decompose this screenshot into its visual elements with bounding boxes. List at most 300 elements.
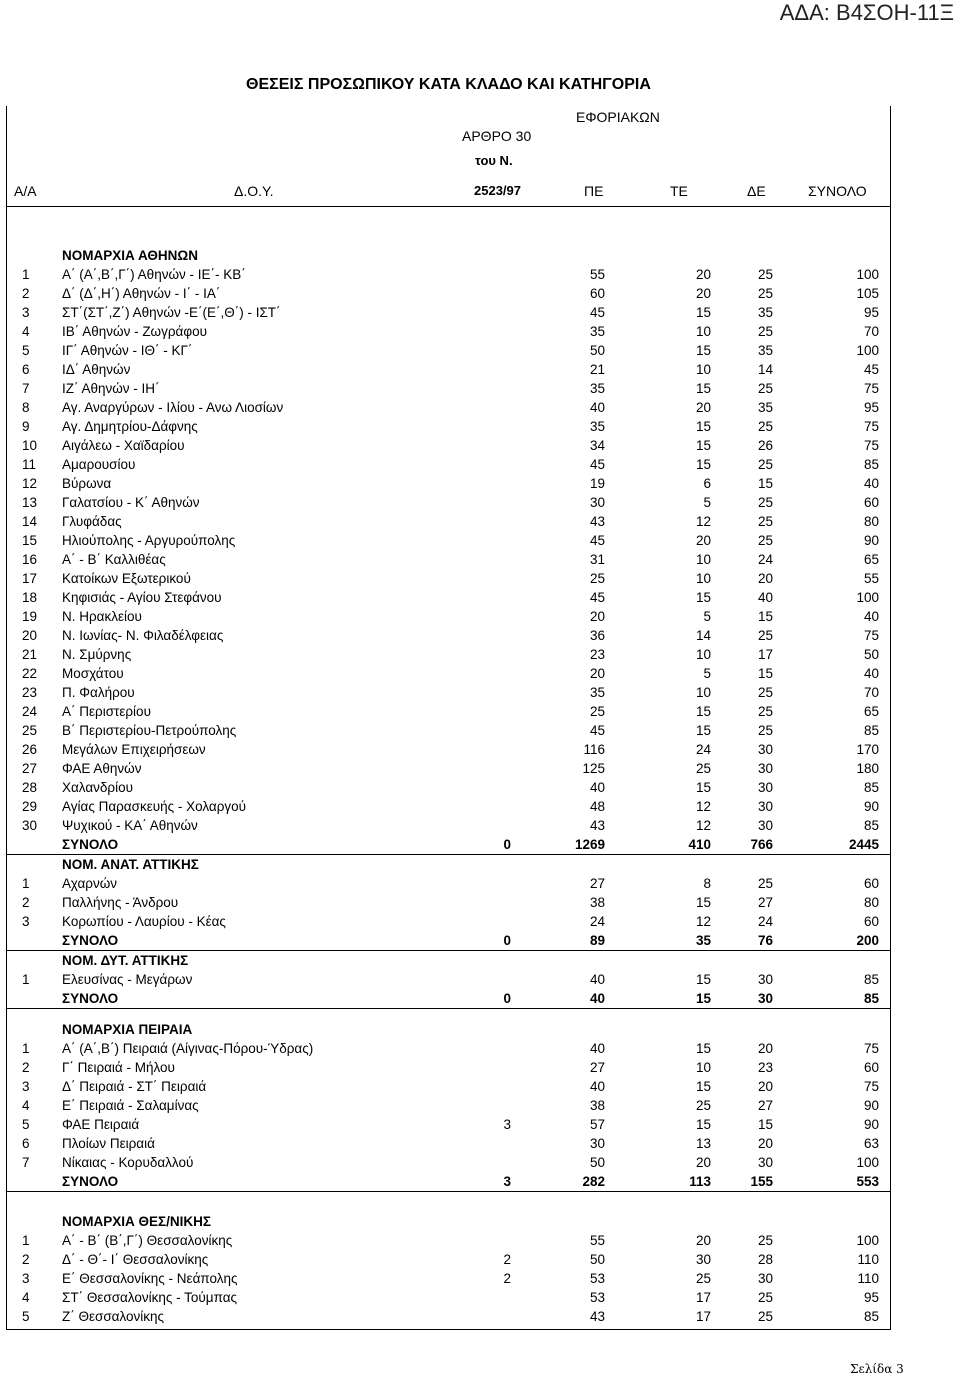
- table-row: [6, 266, 891, 285]
- te-value: 10: [695, 362, 711, 377]
- office-name: Α΄ Περιστερίου: [62, 704, 151, 719]
- total-value: 95: [863, 1290, 879, 1305]
- office-name: Δ΄ - Θ΄- Ι΄ Θεσσαλονίκης: [62, 1252, 209, 1267]
- office-name: ΦΑΕ Αθηνών: [62, 761, 142, 776]
- te-value: 17: [695, 1309, 711, 1324]
- office-name: Π. Φαλήρου: [62, 685, 135, 700]
- row-number: 25: [22, 723, 38, 738]
- row-number: 6: [22, 362, 30, 377]
- total-te: 113: [689, 1174, 711, 1189]
- total-de: 155: [750, 1174, 773, 1189]
- table-row: [6, 627, 891, 646]
- de-value: 30: [757, 742, 773, 757]
- office-name: Α΄ - Β΄ Καλλιθέας: [62, 552, 166, 567]
- de-value: 25: [757, 1290, 773, 1305]
- table-row: [6, 1097, 891, 1116]
- table-row: [6, 875, 891, 894]
- row-number: 26: [22, 742, 38, 757]
- total-value: 170: [856, 742, 879, 757]
- row-number: 3: [22, 305, 30, 320]
- total-te: 410: [688, 837, 711, 852]
- de-value: 17: [757, 647, 773, 662]
- office-name: Κατοίκων Εξωτερικού: [62, 571, 191, 586]
- de-value: 23: [757, 1060, 773, 1075]
- office-name: ΙΔ΄ Αθηνών: [62, 362, 131, 377]
- total-value: 85: [863, 1309, 879, 1324]
- pe-value: 50: [589, 1252, 605, 1267]
- total-value: 75: [863, 419, 879, 434]
- section-total-row: [6, 1173, 891, 1192]
- office-name: ΙΖ΄ Αθηνών - ΙΗ΄: [62, 381, 160, 396]
- office-name: Δ΄ Πειραιά - ΣΤ΄ Πειραιά: [62, 1079, 207, 1094]
- office-name: Ελευσίνας - Μεγάρων: [62, 972, 193, 987]
- row-number: 24: [22, 704, 38, 719]
- total-sum: 2445: [848, 837, 879, 852]
- row-number: 13: [22, 495, 38, 510]
- total-sum: 553: [856, 1174, 879, 1189]
- pe-value: 27: [589, 876, 605, 891]
- total-value: 80: [863, 895, 879, 910]
- de-value: 30: [757, 1271, 773, 1286]
- table-row: [6, 418, 891, 437]
- de-value: 26: [757, 438, 773, 453]
- te-value: 10: [695, 571, 711, 586]
- header-divider: [6, 206, 891, 207]
- row-number: 1: [22, 972, 30, 987]
- office-name: Ν. Ηρακλείου: [62, 609, 142, 624]
- table-row: [6, 1059, 891, 1078]
- te-value: 25: [695, 1271, 711, 1286]
- office-name: Ε΄ Θεσσαλονίκης - Νεάπολης: [62, 1271, 238, 1286]
- total-value: 110: [857, 1252, 879, 1267]
- office-name: Πλοίων Πειραιά: [62, 1136, 155, 1151]
- total-de: 30: [757, 991, 773, 1006]
- te-value: 10: [695, 1060, 711, 1075]
- total-value: 40: [863, 476, 879, 491]
- pe-value: 40: [589, 972, 605, 987]
- header-article-line3: 2523/97: [474, 183, 521, 198]
- office-name: ΦΑΕ Πειραιά: [62, 1117, 140, 1132]
- pe-value: 21: [589, 362, 605, 377]
- pe-value: 34: [589, 438, 605, 453]
- table-row: [6, 437, 891, 456]
- row-number: 30: [22, 818, 38, 833]
- row-number: 18: [22, 590, 38, 605]
- office-name: Αγ. Δημητρίου-Δάφνης: [62, 419, 198, 434]
- de-value: 15: [757, 666, 773, 681]
- row-number: 2: [22, 1060, 30, 1075]
- pe-value: 24: [589, 914, 605, 929]
- row-number: 12: [22, 476, 38, 491]
- office-name: Μεγάλων Επιχειρήσεων: [62, 742, 206, 757]
- te-value: 20: [695, 267, 711, 282]
- total-label: ΣΥΝΟΛΟ: [62, 1174, 119, 1189]
- office-name: Γ΄ Πειραιά - Μήλου: [62, 1060, 175, 1075]
- office-name: Ν. Ιωνίας- Ν. Φιλαδέλφειας: [62, 628, 224, 643]
- te-value: 15: [695, 343, 711, 358]
- row-number: 3: [22, 1271, 30, 1286]
- total-sum: 200: [856, 933, 879, 948]
- table-row: [6, 285, 891, 304]
- row-number: 4: [22, 1098, 30, 1113]
- total-value: 50: [863, 647, 879, 662]
- de-value: 25: [757, 419, 773, 434]
- te-value: 30: [695, 1252, 711, 1267]
- pe-value: 45: [589, 723, 605, 738]
- pe-value: 43: [589, 514, 605, 529]
- de-value: 20: [757, 1079, 773, 1094]
- pe-value: 31: [589, 552, 605, 567]
- table-row: [6, 760, 891, 779]
- pe-value: 38: [589, 1098, 605, 1113]
- row-number: 21: [22, 647, 38, 662]
- total-value: 85: [863, 723, 879, 738]
- total-label: ΣΥΝΟΛΟ: [62, 991, 119, 1006]
- row-number: 22: [22, 666, 38, 681]
- pe-value: 40: [589, 400, 605, 415]
- te-value: 15: [695, 1079, 711, 1094]
- table-row: [6, 380, 891, 399]
- total-value: 90: [863, 533, 879, 548]
- office-name: Αγίας Παρασκευής - Χολαργού: [62, 799, 247, 814]
- row-number: 10: [22, 438, 38, 453]
- office-name: ΣΤ΄ Θεσσαλονίκης - Τούμπας: [62, 1290, 238, 1305]
- office-name: Γαλατσίου - Κ΄ Αθηνών: [62, 495, 200, 510]
- table-row: [6, 646, 891, 665]
- te-value: 12: [695, 514, 711, 529]
- te-value: 24: [695, 742, 711, 757]
- row-number: 2: [22, 286, 30, 301]
- total-value: 85: [863, 457, 879, 472]
- te-value: 25: [695, 1098, 711, 1113]
- te-value: 10: [695, 685, 711, 700]
- office-name: Ζ΄ Θεσσαλονίκης: [62, 1309, 165, 1324]
- office-name: Ν. Σμύρνης: [62, 647, 132, 662]
- de-value: 40: [757, 590, 773, 605]
- office-name: Ηλιούπολης - Αργυρούπολης: [62, 533, 236, 548]
- total-value: 45: [863, 362, 879, 377]
- table-row: [6, 342, 891, 361]
- de-value: 30: [757, 972, 773, 987]
- pe-value: 35: [589, 381, 605, 396]
- section-title: ΝΟΜΑΡΧΙΑ ΑΘΗΝΩΝ: [62, 248, 198, 263]
- total-de: 766: [750, 837, 773, 852]
- row-number: 7: [22, 381, 30, 396]
- office-name: ΙΒ΄ Αθηνών - Ζωγράφου: [62, 324, 207, 339]
- te-value: 20: [695, 286, 711, 301]
- office-name: Παλλήνης - Άνδρου: [62, 895, 179, 910]
- te-value: 20: [695, 400, 711, 415]
- total-value: 95: [863, 400, 879, 415]
- te-value: 15: [695, 457, 711, 472]
- de-value: 35: [757, 343, 773, 358]
- section-title: ΝΟΜ. ΑΝΑΤ. ΑΤΤΙΚΗΣ: [62, 857, 199, 872]
- office-name: Α΄ (Α΄,Β΄) Πειραιά (Αίγινας-Πόρου-Ύδρας): [62, 1041, 314, 1056]
- table-row: [6, 703, 891, 722]
- article30-value: 2: [503, 1252, 511, 1267]
- row-number: 7: [22, 1155, 30, 1170]
- table-row: [6, 817, 891, 836]
- total-value: 60: [863, 495, 879, 510]
- table-row: [6, 361, 891, 380]
- total-value: 70: [863, 324, 879, 339]
- de-value: 24: [757, 914, 773, 929]
- te-value: 12: [695, 799, 711, 814]
- row-number: 28: [22, 780, 38, 795]
- de-value: 25: [757, 723, 773, 738]
- total-pe: 89: [589, 933, 605, 948]
- de-value: 30: [757, 1155, 773, 1170]
- de-value: 25: [757, 1233, 773, 1248]
- total-article30: 0: [503, 933, 511, 948]
- office-name: Ε΄ Πειραιά - Σαλαμίνας: [62, 1098, 199, 1113]
- de-value: 15: [757, 1117, 773, 1132]
- de-value: 30: [757, 799, 773, 814]
- total-value: 75: [863, 381, 879, 396]
- header-article-line1: ΑΡΘΡΟ 30: [462, 128, 532, 144]
- total-value: 75: [863, 628, 879, 643]
- row-number: 1: [22, 1041, 30, 1056]
- te-value: 12: [695, 914, 711, 929]
- pe-value: 23: [589, 647, 605, 662]
- total-pe: 40: [589, 991, 605, 1006]
- office-name: Χαλανδρίου: [62, 780, 133, 795]
- total-de: 76: [757, 933, 773, 948]
- table-row: [6, 323, 891, 342]
- section-title: ΝΟΜΑΡΧΙΑ ΠΕΙΡΑΙΑ: [62, 1022, 193, 1037]
- table-row: [6, 513, 891, 532]
- pe-value: 19: [589, 476, 605, 491]
- office-name: Κηφισιάς - Αγίου Στεφάνου: [62, 590, 222, 605]
- total-value: 95: [863, 305, 879, 320]
- te-value: 10: [695, 324, 711, 339]
- de-value: 35: [757, 400, 773, 415]
- office-name: Ψυχικού - ΚΑ΄ Αθηνών: [62, 818, 198, 833]
- pe-value: 27: [589, 1060, 605, 1075]
- page-title: ΘΕΣΕΙΣ ΠΡΟΣΩΠΙΚΟΥ ΚΑΤΑ ΚΛΑΔΟ ΚΑΙ ΚΑΤΗΓΟΡΙΑ: [246, 76, 651, 93]
- pe-value: 35: [589, 324, 605, 339]
- office-name: Β΄ Περιστερίου-Πετρούπολης: [62, 723, 237, 738]
- pe-value: 50: [589, 1155, 605, 1170]
- pe-value: 45: [589, 305, 605, 320]
- office-name: Α΄ - Β΄ (Β΄,Γ΄) Θεσσαλονίκης: [62, 1233, 233, 1248]
- table-row: [6, 399, 891, 418]
- row-number: 1: [22, 1233, 30, 1248]
- de-value: 25: [757, 533, 773, 548]
- section-title: ΝΟΜΑΡΧΙΑ ΘΕΣ/ΝΙΚΗΣ: [62, 1214, 211, 1229]
- te-value: 15: [695, 590, 711, 605]
- table-row: [6, 798, 891, 817]
- table-row: [6, 1308, 891, 1327]
- table-row: [6, 1078, 891, 1097]
- de-value: 28: [757, 1252, 773, 1267]
- ada-code: ΑΔΑ: Β4ΣΟΗ-11Ξ: [779, 0, 954, 25]
- pe-value: 55: [589, 267, 605, 282]
- pe-value: 45: [589, 590, 605, 605]
- pe-value: 20: [589, 609, 605, 624]
- office-name: ΣΤ΄(ΣΤ΄,Ζ΄) Αθηνών -Ε΄(Ε΄,Θ΄) - ΙΣΤ΄: [62, 305, 281, 320]
- office-name: Αχαρνών: [62, 876, 118, 891]
- te-value: 15: [695, 381, 711, 396]
- header-de: ΔΕ: [747, 183, 766, 199]
- table-row: [6, 1289, 891, 1308]
- office-name: Αιγάλεω - Χαϊδαρίου: [62, 438, 185, 453]
- section-total-row: [6, 836, 891, 855]
- te-value: 6: [703, 476, 711, 491]
- pe-value: 53: [589, 1290, 605, 1305]
- te-value: 15: [695, 704, 711, 719]
- table-row: [6, 304, 891, 323]
- total-value: 180: [856, 761, 879, 776]
- pe-value: 38: [589, 895, 605, 910]
- te-value: 15: [695, 438, 711, 453]
- row-number: 5: [22, 1117, 30, 1132]
- table-row: [6, 494, 891, 513]
- total-value: 80: [863, 514, 879, 529]
- total-value: 90: [863, 799, 879, 814]
- total-value: 60: [863, 876, 879, 891]
- total-value: 85: [863, 780, 879, 795]
- te-value: 10: [695, 647, 711, 662]
- de-value: 25: [757, 286, 773, 301]
- te-value: 12: [695, 818, 711, 833]
- de-value: 20: [757, 571, 773, 586]
- de-value: 25: [757, 495, 773, 510]
- te-value: 15: [695, 972, 711, 987]
- pe-value: 35: [589, 685, 605, 700]
- header-te: ΤΕ: [670, 183, 688, 199]
- table-row: [6, 608, 891, 627]
- pe-value: 50: [589, 343, 605, 358]
- header-total: ΣΥΝΟΛΟ: [808, 183, 867, 199]
- header-article-line2: του Ν.: [475, 153, 513, 168]
- de-value: 20: [757, 1136, 773, 1151]
- pe-value: 40: [589, 1079, 605, 1094]
- de-value: 25: [757, 324, 773, 339]
- de-value: 25: [757, 1309, 773, 1324]
- office-name: Κορωπίου - Λαυρίου - Κέας: [62, 914, 226, 929]
- te-value: 15: [695, 723, 711, 738]
- total-value: 105: [856, 286, 879, 301]
- table-row: [6, 475, 891, 494]
- section-total-row: [6, 990, 891, 1009]
- total-value: 100: [856, 267, 879, 282]
- row-number: 16: [22, 552, 38, 567]
- header-pe: ΠΕ: [584, 183, 604, 199]
- total-value: 90: [863, 1117, 879, 1132]
- pe-value: 20: [589, 666, 605, 681]
- total-value: 60: [863, 1060, 879, 1075]
- total-value: 85: [863, 818, 879, 833]
- total-value: 70: [863, 685, 879, 700]
- table-row: [6, 779, 891, 798]
- row-number: 6: [22, 1136, 30, 1151]
- total-value: 100: [856, 590, 879, 605]
- total-value: 90: [863, 1098, 879, 1113]
- total-value: 75: [863, 1079, 879, 1094]
- te-value: 5: [703, 666, 711, 681]
- section-title-row: [6, 1213, 891, 1232]
- pe-value: 36: [589, 628, 605, 643]
- te-value: 15: [695, 780, 711, 795]
- de-value: 25: [757, 381, 773, 396]
- row-number: 3: [22, 914, 30, 929]
- table-row: [6, 1040, 891, 1059]
- pe-value: 45: [589, 533, 605, 548]
- table-row: [6, 1116, 891, 1135]
- total-value: 85: [863, 972, 879, 987]
- te-value: 15: [695, 1041, 711, 1056]
- row-number: 8: [22, 400, 30, 415]
- pe-value: 43: [589, 818, 605, 833]
- pe-value: 40: [589, 1041, 605, 1056]
- row-number: 3: [22, 1079, 30, 1094]
- row-number: 23: [22, 685, 38, 700]
- row-number: 14: [22, 514, 38, 529]
- de-value: 15: [757, 476, 773, 491]
- de-value: 30: [757, 780, 773, 795]
- total-article30: 3: [503, 1174, 511, 1189]
- section-total-row: [6, 932, 891, 951]
- row-number: 5: [22, 1309, 30, 1324]
- de-value: 25: [757, 704, 773, 719]
- pe-value: 53: [589, 1271, 605, 1286]
- te-value: 17: [695, 1290, 711, 1305]
- row-number: 1: [22, 267, 30, 282]
- total-pe: 282: [582, 1174, 605, 1189]
- table-row: [6, 722, 891, 741]
- total-value: 100: [856, 1233, 879, 1248]
- row-number: 15: [22, 533, 38, 548]
- header-aa: Α/Α: [14, 183, 37, 199]
- de-value: 35: [757, 305, 773, 320]
- de-value: 14: [757, 362, 773, 377]
- row-number: 2: [22, 1252, 30, 1267]
- total-article30: 0: [503, 991, 511, 1006]
- de-value: 25: [757, 876, 773, 891]
- pe-value: 35: [589, 419, 605, 434]
- total-te: 15: [695, 991, 711, 1006]
- table-row: [6, 551, 891, 570]
- row-number: 4: [22, 1290, 30, 1305]
- section-title-row: [6, 856, 891, 875]
- te-value: 20: [695, 533, 711, 548]
- pe-value: 25: [589, 704, 605, 719]
- de-value: 15: [757, 609, 773, 624]
- table-row: [6, 741, 891, 760]
- office-name: Νίκαιας - Κορυδαλλού: [62, 1155, 194, 1170]
- te-value: 20: [695, 1155, 711, 1170]
- de-value: 25: [757, 685, 773, 700]
- row-number: 11: [22, 457, 37, 472]
- total-te: 35: [695, 933, 711, 948]
- office-name: Α΄ (Α΄,Β΄,Γ΄) Αθηνών - ΙΕ΄- ΚΒ΄: [62, 267, 246, 282]
- office-name: Αγ. Αναργύρων - Ιλίου - Ανω Λιοσίων: [62, 400, 284, 415]
- de-value: 20: [757, 1041, 773, 1056]
- table-row: [6, 1135, 891, 1154]
- pe-value: 48: [589, 799, 605, 814]
- total-value: 60: [863, 914, 879, 929]
- row-number: 9: [22, 419, 30, 434]
- section-title-row: [6, 1021, 891, 1040]
- de-value: 27: [757, 895, 773, 910]
- te-value: 20: [695, 1233, 711, 1248]
- de-value: 30: [757, 761, 773, 776]
- row-number: 2: [22, 895, 30, 910]
- article30-value: 2: [503, 1271, 511, 1286]
- total-sum: 85: [863, 991, 879, 1006]
- total-value: 100: [856, 1155, 879, 1170]
